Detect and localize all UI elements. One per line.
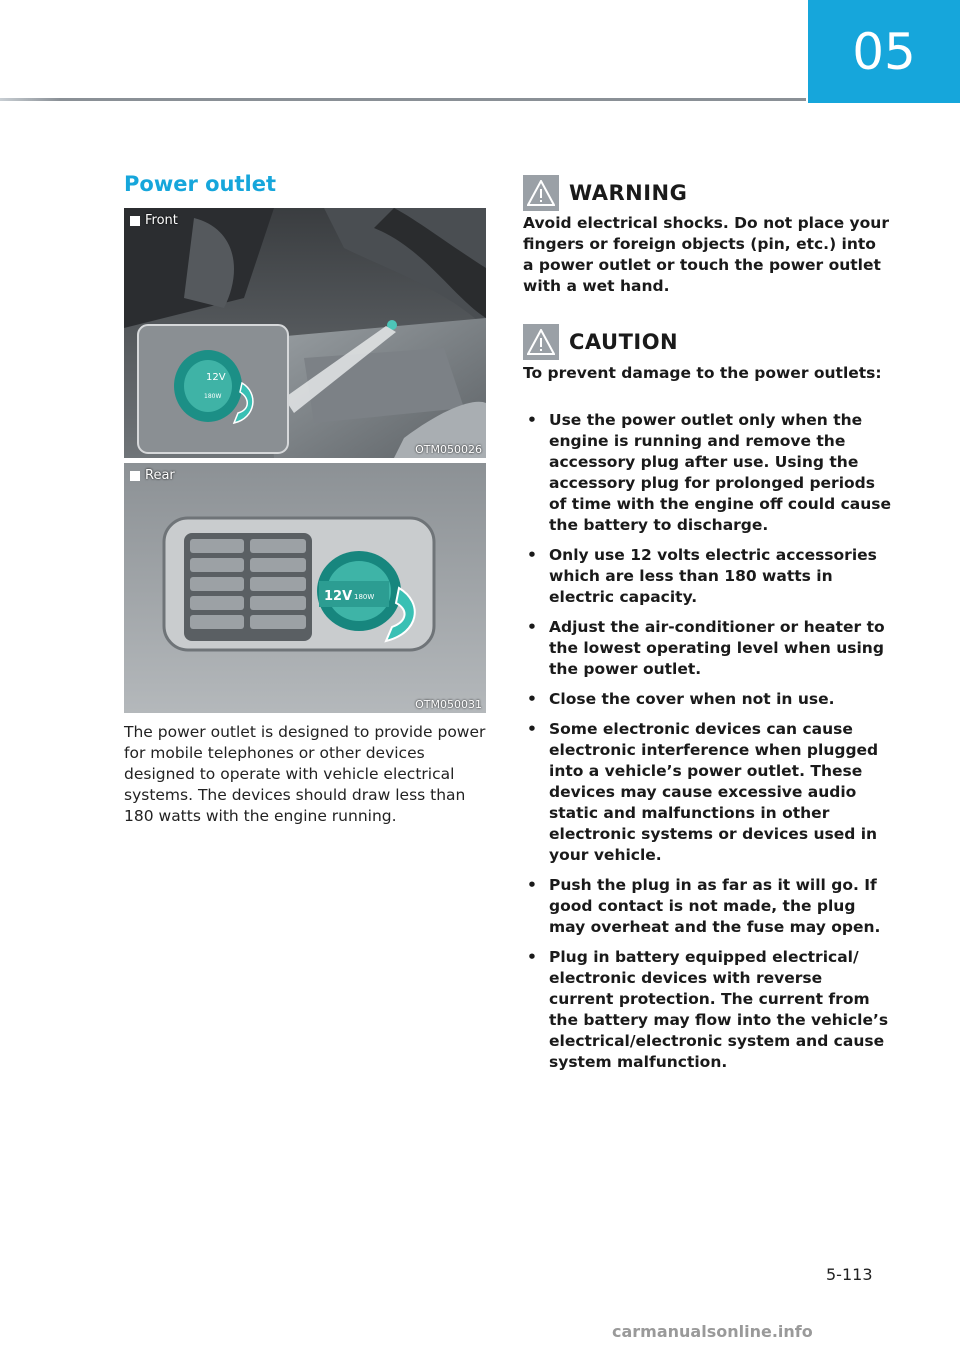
caution-icon: [523, 324, 559, 360]
label-square-icon: [130, 216, 140, 226]
caution-item: • Close the cover when not in use.: [523, 689, 891, 710]
page-number: 5-113: [826, 1265, 873, 1284]
header-rule: [0, 98, 806, 101]
caution-item: • Adjust the air-conditioner or heater to the lowest operating level when using the power outlet.: [523, 617, 891, 680]
chapter-number: 05: [852, 22, 916, 81]
label-square-icon: [130, 471, 140, 481]
caution-item: • Plug in battery equipped electrical/ electronic devices with reverse current protection. The current from the battery may flow into the vehicle’s electrical/electronic system and cause system malfunction.: [523, 947, 891, 1073]
warning-text: Avoid electrical shocks. Do not place your fingers or foreign objects (pin, etc.) into a power outlet or touch the power outlet with a wet hand.: [523, 214, 889, 295]
caution-title: CAUTION: [569, 330, 679, 354]
front-outlet-illustration: [124, 208, 486, 458]
front-outlet-watt: 180W: [204, 393, 222, 400]
caution-item: • Some electronic devices can cause electronic interference when plugged into a vehicle’s power outlet. These devices may cause excessive audio static and malfunctions in other electronic systems or devices used in your vehicle.: [523, 719, 891, 866]
caution-item: • Use the power outlet only when the engine is running and remove the accessory plug after use. Using the accessory plug for prolonged periods of time with the engine off could cause the battery to discharge.: [523, 410, 891, 536]
caution-intro: To prevent damage to the power outlets:: [523, 364, 882, 382]
warning-icon: [523, 175, 559, 211]
front-outlet-text: 12V: [206, 372, 226, 383]
warning-title: WARNING: [569, 181, 688, 205]
front-outlet-figure: [124, 208, 486, 458]
front-figure-label: [130, 213, 178, 228]
caution-list: [523, 410, 891, 1082]
rear-outlet-text: 12V: [324, 589, 353, 604]
front-label-text: Front: [145, 213, 178, 228]
rear-outlet-figure: [124, 463, 486, 713]
rear-label-text: Rear: [145, 468, 175, 483]
warning-heading: [523, 175, 687, 211]
rear-outlet-illustration: [124, 463, 486, 713]
caution-item: • Only use 12 volts electric accessories which are less than 180 watts in electric capacity.: [523, 545, 891, 608]
caution-heading: [523, 324, 678, 360]
front-figure-code: OTM050026: [415, 443, 482, 456]
section-title: Power outlet: [124, 172, 277, 196]
caution-item: • Push the plug in as far as it will go. If good contact is not made, the plug may overheat and the fuse may open.: [523, 875, 891, 938]
rear-outlet-watt: 180W: [354, 593, 375, 601]
rear-figure-code: OTM050031: [415, 698, 482, 711]
watermark: carmanualsonline.info: [612, 1322, 813, 1341]
rear-figure-label: [130, 468, 175, 483]
chapter-tab: [808, 0, 960, 103]
body-paragraph: The power outlet is designed to provide power for mobile telephones or other devices designed to operate with vehicle electrical systems. The devices should draw less than 180 watts with the engine running.: [124, 723, 486, 825]
